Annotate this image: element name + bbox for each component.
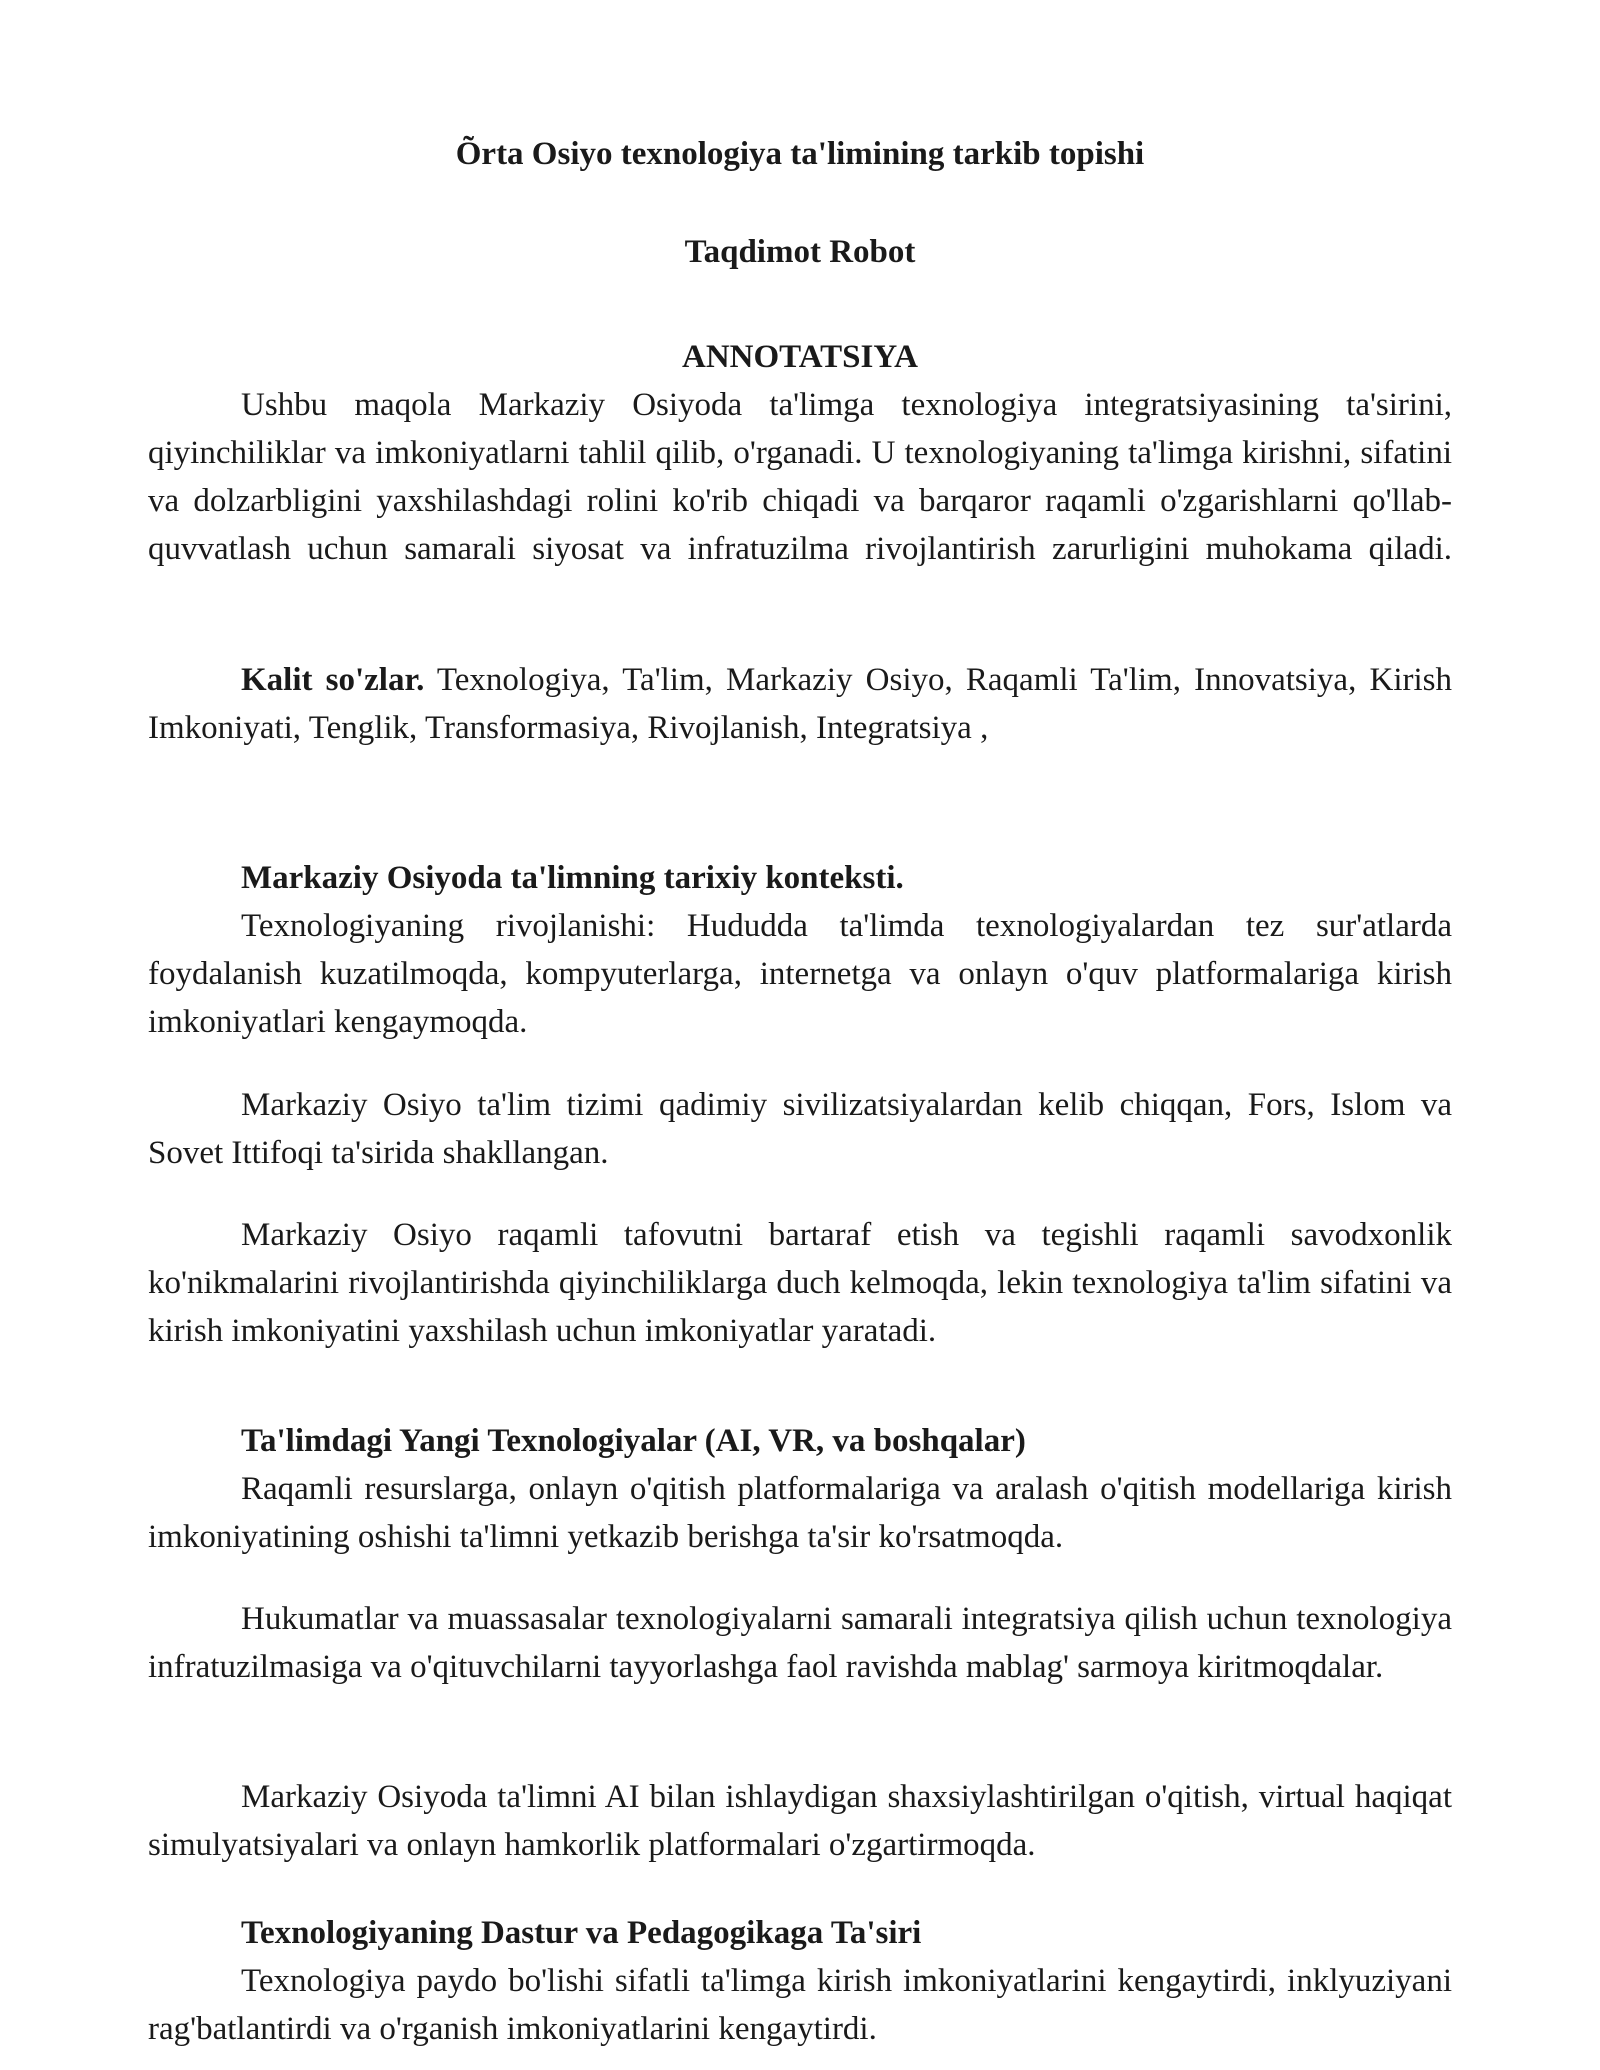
annotation-paragraph (148, 381, 1452, 573)
section-paragraph (148, 1773, 1452, 1869)
keywords-text: Texnologiya, Ta'lim, Markaziy Osiyo, Raqamli Ta'lim, Innovatsiya, Kirish Imkoniyati, Tenglik, Transformasiya, Rivojlanish, Integratsiya , (148, 662, 1452, 746)
paragraph-text: Markaziy Osiyo ta'lim tizimi qadimiy sivilizatsiyalardan kelib chiqqan, Fors, Islom va Sovet Ittifoqi ta'sirida shakllangan. (148, 1087, 1452, 1171)
section-heading: Texnologiyaning Dastur va Pedagogikaga Ta'siri (241, 1915, 922, 1951)
annotation-heading: ANNOTATSIYA (682, 339, 918, 375)
section-heading: Ta'limdagi Yangi Texnologiyalar (AI, VR, va boshqalar) (241, 1423, 1026, 1459)
keywords-label: Kalit so'zlar. (241, 662, 425, 698)
section-paragraph (148, 1465, 1452, 1561)
section-paragraph (148, 1211, 1452, 1355)
section-paragraph (148, 1595, 1452, 1691)
keywords (148, 656, 1452, 752)
paragraph-text: Texnologiya paydo bo'lishi sifatli ta'limga kirish imkoniyatlarini kengaytirdi, inklyuziyani rag'batlantirdi va o'rganish imkoniyatlarini kengaytirdi. (148, 1963, 1452, 2047)
section-paragraph (148, 902, 1452, 1046)
annotation-text: Ushbu maqola Markaziy Osiyoda ta'limga texnologiya integratsiyasining ta'sirini, qiyinchiliklar va imkoniyatlarni tahlil qilib, o'rganadi. U texnologiyaning ta'limga kirishni, sifatini va dolzarbligini yaxshilashdagi rolini ko'rib chiqadi va barqaror raqamli o'zgarishlarni qo'llab-quvvatlash uchun samarali siyosat va infratuzilma rivojlantirish zarurligini muhokama qiladi. (148, 387, 1452, 567)
document-author: Taqdimot Robot (684, 234, 916, 270)
document-title: Õrta Osiyo texnologiya ta'limining tarkib topishi (455, 136, 1145, 172)
paragraph-text: Markaziy Osiyo raqamli tafovutni bartaraf etish va tegishli raqamli savodxonlik ko'nikmalarini rivojlantirishda qiyinchiliklarga duch kelmoqda, lekin texnologiya ta'lim sifatini va kirish imkoniyatini yaxshilash uchun imkoniyatlar yaratadi. (148, 1217, 1452, 1349)
keywords-paragraph (148, 656, 1452, 752)
section-paragraph (148, 1081, 1452, 1177)
paragraph-text: Markaziy Osiyoda ta'limni AI bilan ishlaydigan shaxsiylashtirilgan o'qitish, virtual haqiqat simulyatsiyalari va onlayn hamkorlik platformalari o'zgartirmoqda. (148, 1779, 1452, 1863)
paragraph-text: Hukumatlar va muassasalar texnologiyalarni samarali integratsiya qilish uchun texnologiya infratuzilmasiga va o'qituvchilarni tayyorlashga faol ravishda mablag' sarmoya kiritmoqdalar. (148, 1601, 1452, 1685)
section-paragraph (148, 1957, 1452, 2053)
paragraph-text: Raqamli resurslarga, onlayn o'qitish platformalariga va aralash o'qitish modellariga kirish imkoniyatining oshishi ta'limni yetkazib berishga ta'sir ko'rsatmoqda. (148, 1471, 1452, 1555)
section-heading: Markaziy Osiyoda ta'limning tarixiy konteksti. (241, 860, 904, 896)
paragraph-text: Texnologiyaning rivojlanishi: Hududda ta'limda texnologiyalardan tez sur'atlarda foydalanish kuzatilmoqda, kompyuterlarga, internetga va onlayn o'quv platformalariga kirish imkoniyatlari kengaymoqda. (148, 908, 1452, 1040)
